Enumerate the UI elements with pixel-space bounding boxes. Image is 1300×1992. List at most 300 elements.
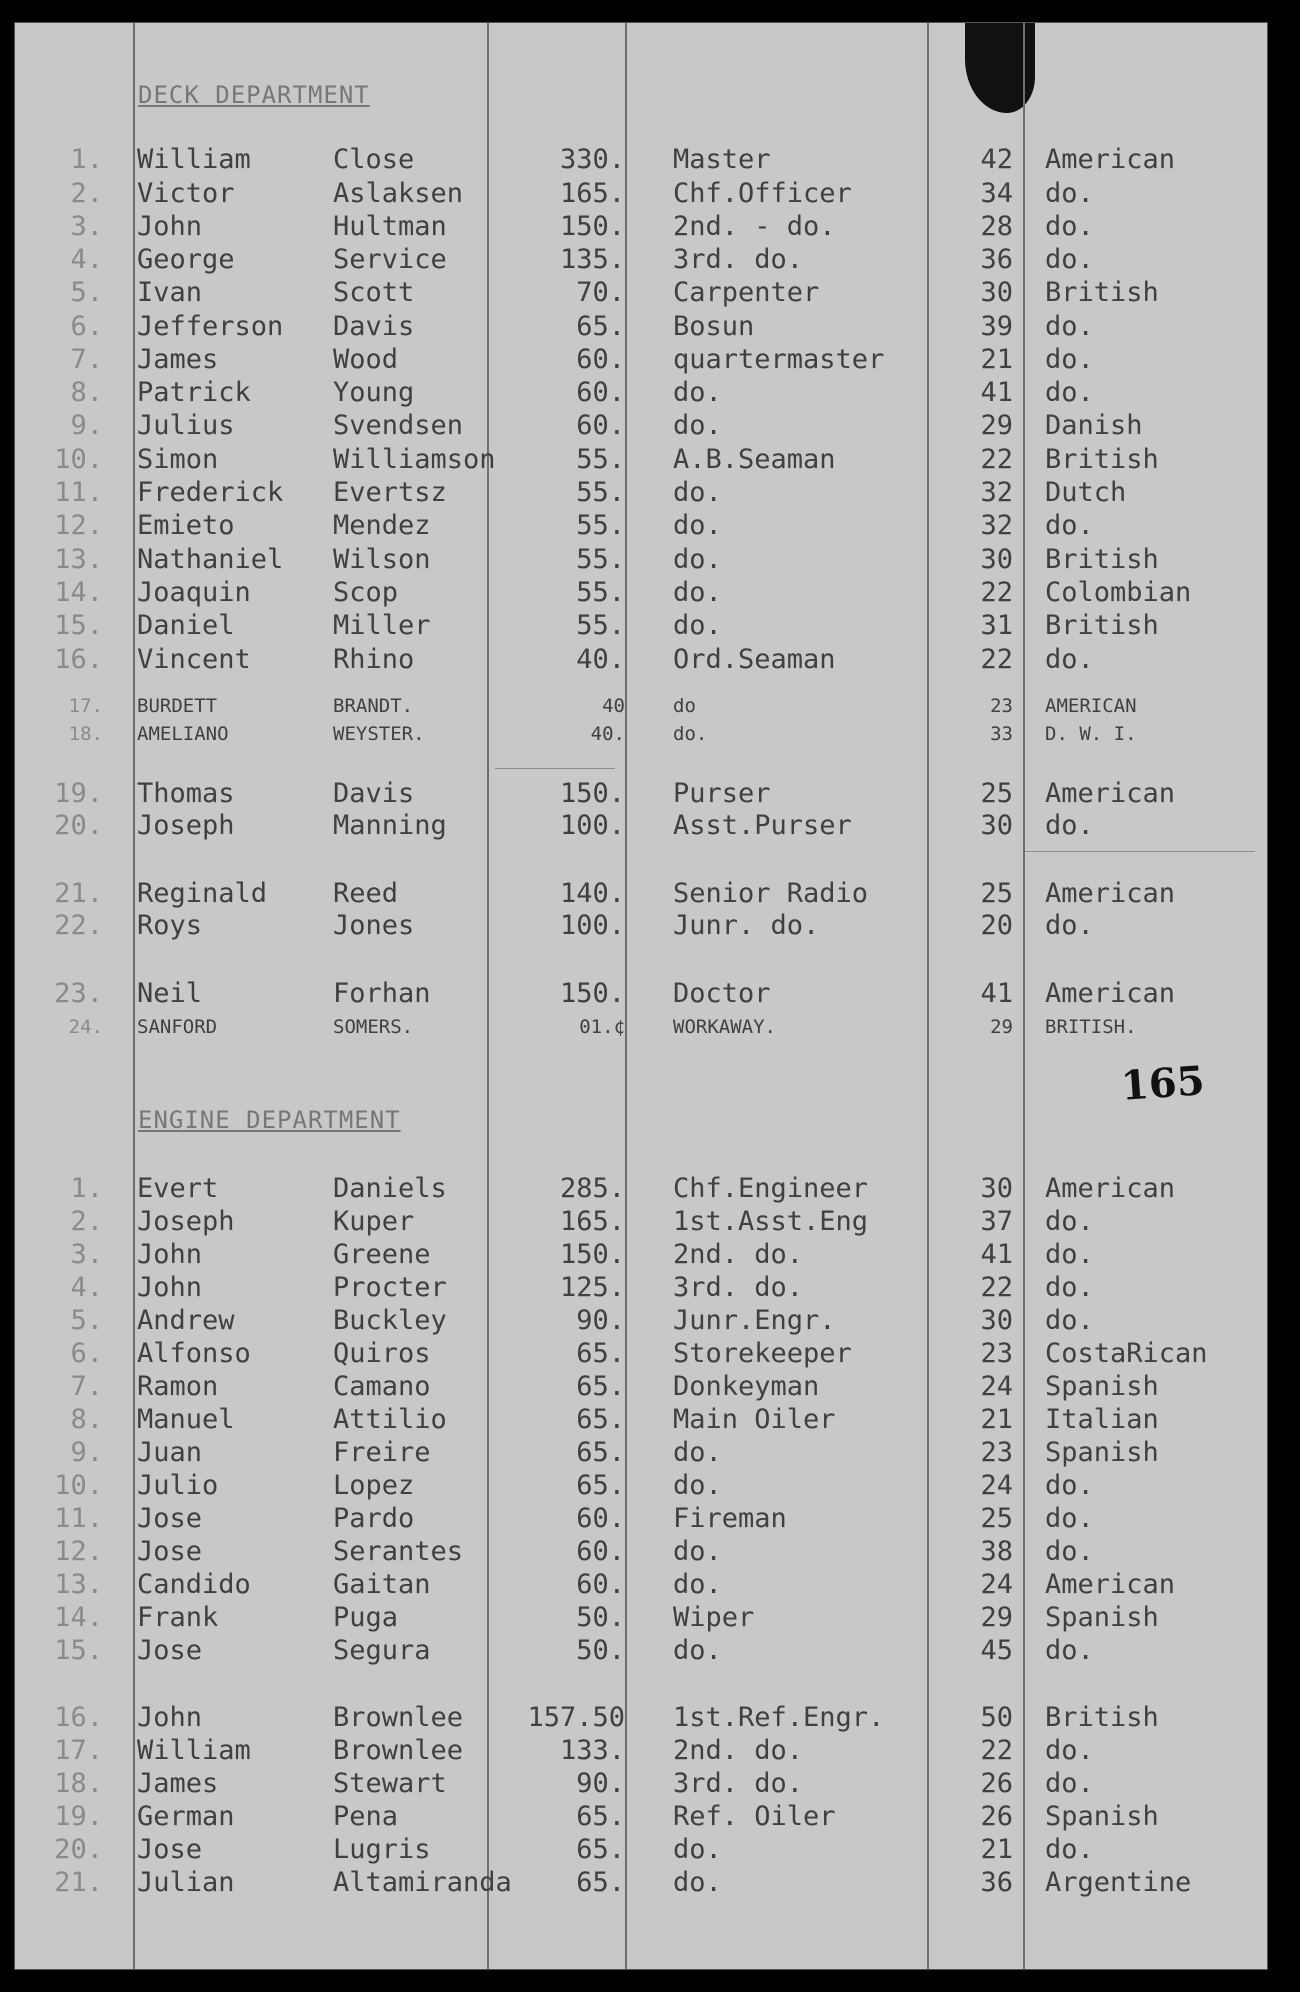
- rating: Master: [673, 144, 771, 175]
- wage: 55.: [576, 610, 625, 641]
- age: 30: [980, 810, 1013, 841]
- rating: 1st.Ref.Engr.: [673, 1702, 885, 1733]
- row-number: 6.: [70, 1338, 103, 1369]
- wage: 55.: [576, 577, 625, 608]
- first-name: James: [137, 344, 219, 375]
- row-number: 14.: [54, 1602, 103, 1633]
- crew-row: [15, 1602, 1267, 1634]
- rating: Purser: [673, 778, 771, 809]
- crew-row: [15, 1338, 1267, 1370]
- wage: 01.¢: [579, 1016, 625, 1038]
- nationality: American: [1045, 778, 1176, 809]
- nationality: British: [1045, 610, 1159, 641]
- page-number-stamp: 165: [1119, 1057, 1207, 1110]
- row-number: 4.: [70, 1272, 103, 1303]
- nationality: do.: [1045, 211, 1094, 242]
- nationality: do.: [1045, 1305, 1094, 1336]
- crew-row: [15, 810, 1267, 842]
- wage: 60.: [576, 1536, 625, 1567]
- age: 22: [980, 577, 1013, 608]
- age: 30: [980, 1173, 1013, 1204]
- crew-row: [15, 1569, 1267, 1601]
- first-name: Nathaniel: [137, 544, 284, 575]
- age: 29: [990, 1016, 1013, 1038]
- row-number: 8.: [70, 377, 103, 408]
- nationality: do.: [1045, 377, 1094, 408]
- last-name: Puga: [333, 1602, 399, 1633]
- nationality: do.: [1045, 311, 1094, 342]
- nationality: Danish: [1045, 410, 1143, 441]
- rating: Ref. Oiler: [673, 1801, 836, 1832]
- first-name: Juan: [137, 1437, 203, 1468]
- age: 30: [980, 544, 1013, 575]
- first-name: Alfonso: [137, 1338, 251, 1369]
- last-name: Jones: [333, 910, 415, 941]
- last-name: Segura: [333, 1635, 431, 1666]
- age: 37: [980, 1206, 1013, 1237]
- crew-row: [15, 1867, 1267, 1899]
- rating: do.: [673, 1834, 722, 1865]
- row-number: 5.: [70, 277, 103, 308]
- crew-row: [15, 1173, 1267, 1205]
- age: 22: [980, 644, 1013, 675]
- nationality: do.: [1045, 644, 1094, 675]
- first-name: Frederick: [137, 477, 284, 508]
- rating: WORKAWAY.: [673, 1016, 776, 1038]
- nationality: D. W. I.: [1045, 723, 1137, 745]
- crew-row: [15, 778, 1267, 810]
- row-number: 10.: [54, 1470, 103, 1501]
- age: 23: [980, 1437, 1013, 1468]
- first-name: Ivan: [137, 277, 203, 308]
- last-name: Kuper: [333, 1206, 415, 1237]
- first-name: Vincent: [137, 644, 251, 675]
- nationality: do.: [1045, 1536, 1094, 1567]
- nationality: American: [1045, 1569, 1176, 1600]
- wage: 65.: [576, 1371, 625, 1402]
- wage: 60.: [576, 344, 625, 375]
- row-number: 11.: [54, 477, 103, 508]
- crew-row: [15, 277, 1267, 309]
- rating: do.: [673, 723, 708, 745]
- rating: 2nd. - do.: [673, 211, 836, 242]
- row-rule: [1025, 851, 1255, 852]
- last-name: Wood: [333, 344, 399, 375]
- first-name: William: [137, 144, 251, 175]
- first-name: John: [137, 1272, 203, 1303]
- row-number: 2.: [70, 1206, 103, 1237]
- crew-row: [15, 878, 1267, 910]
- crew-row: [15, 1635, 1267, 1667]
- first-name: John: [137, 211, 203, 242]
- rating: do.: [673, 1867, 722, 1898]
- wage: 150.: [559, 1239, 625, 1270]
- last-name: Williamson: [333, 444, 496, 475]
- crew-row: [15, 1437, 1267, 1469]
- first-name: William: [137, 1735, 251, 1766]
- wage: 285.: [559, 1173, 625, 1204]
- nationality: do.: [1045, 910, 1094, 941]
- first-name: Jose: [137, 1503, 203, 1534]
- nationality: American: [1045, 144, 1176, 175]
- row-number: 7.: [70, 1371, 103, 1402]
- nationality: do.: [1045, 1635, 1094, 1666]
- rating: do.: [673, 1536, 722, 1567]
- wage: 40.: [590, 723, 625, 745]
- nationality: American: [1045, 1173, 1176, 1204]
- nationality: do.: [1045, 1470, 1094, 1501]
- last-name: SOMERS.: [333, 1016, 414, 1038]
- wage: 65.: [576, 1338, 625, 1369]
- age: 24: [980, 1371, 1013, 1402]
- wage: 40: [602, 695, 625, 717]
- nationality: BRITISH.: [1045, 1016, 1137, 1038]
- wage: 125.: [559, 1272, 625, 1303]
- wage: 65.: [576, 1834, 625, 1865]
- last-name: Lopez: [333, 1470, 415, 1501]
- crew-row: [15, 644, 1267, 676]
- crew-row: [15, 1272, 1267, 1304]
- rating: Storekeeper: [673, 1338, 852, 1369]
- row-number: 15.: [54, 1635, 103, 1666]
- first-name: Frank: [137, 1602, 219, 1633]
- crew-row: [15, 978, 1267, 1010]
- crew-row: [15, 910, 1267, 942]
- last-name: Forhan: [333, 978, 431, 1009]
- rating: do.: [673, 1437, 722, 1468]
- row-number: 23.: [54, 978, 103, 1009]
- wage: 165.: [559, 178, 625, 209]
- first-name: Reginald: [137, 878, 268, 909]
- last-name: Quiros: [333, 1338, 431, 1369]
- crew-row: [15, 344, 1267, 376]
- nationality: Spanish: [1045, 1371, 1159, 1402]
- rating: Main Oiler: [673, 1404, 836, 1435]
- wage: 60.: [576, 1569, 625, 1600]
- nationality: Spanish: [1045, 1602, 1159, 1633]
- rating: quartermaster: [673, 344, 885, 375]
- crew-row: [15, 1305, 1267, 1337]
- wage: 65.: [576, 1867, 625, 1898]
- row-number: 18.: [68, 723, 103, 745]
- row-number: 12.: [54, 510, 103, 541]
- crew-row: [15, 211, 1267, 243]
- last-name: Close: [333, 144, 415, 175]
- age: 26: [980, 1768, 1013, 1799]
- nationality: do.: [1045, 510, 1094, 541]
- last-name: Brownlee: [333, 1702, 464, 1733]
- nationality: do.: [1045, 1503, 1094, 1534]
- last-name: Evertsz: [333, 477, 447, 508]
- row-rule: [495, 768, 615, 769]
- rating: Junr. do.: [673, 910, 820, 941]
- rating: 3rd. do.: [673, 244, 804, 275]
- crew-row: [15, 1536, 1267, 1568]
- first-name: Andrew: [137, 1305, 235, 1336]
- crew-row: [15, 1503, 1267, 1535]
- wage: 150.: [559, 978, 625, 1009]
- first-name: German: [137, 1801, 235, 1832]
- last-name: Wilson: [333, 544, 431, 575]
- wage: 150.: [559, 778, 625, 809]
- nationality: do.: [1045, 1768, 1094, 1799]
- age: 39: [980, 311, 1013, 342]
- wage: 165.: [559, 1206, 625, 1237]
- row-number: 8.: [70, 1404, 103, 1435]
- last-name: BRANDT.: [333, 695, 414, 717]
- rating: Asst.Purser: [673, 810, 852, 841]
- row-number: 4.: [70, 244, 103, 275]
- wage: 60.: [576, 1503, 625, 1534]
- wage: 50.: [576, 1635, 625, 1666]
- age: 30: [980, 1305, 1013, 1336]
- age: 21: [980, 1834, 1013, 1865]
- age: 41: [980, 377, 1013, 408]
- crew-row: [15, 377, 1267, 409]
- wage: 65.: [576, 311, 625, 342]
- first-name: Emieto: [137, 510, 235, 541]
- engine-department-heading: ENGINE DEPARTMENT: [138, 1106, 401, 1134]
- first-name: Daniel: [137, 610, 235, 641]
- last-name: Davis: [333, 778, 415, 809]
- first-name: Joseph: [137, 1206, 235, 1237]
- wage: 65.: [576, 1470, 625, 1501]
- rating: Chf.Engineer: [673, 1173, 869, 1204]
- rating: 3rd. do.: [673, 1768, 804, 1799]
- rating: do.: [673, 477, 722, 508]
- last-name: Davis: [333, 311, 415, 342]
- nationality: Dutch: [1045, 477, 1127, 508]
- wage: 60.: [576, 410, 625, 441]
- age: 30: [980, 277, 1013, 308]
- crew-row: [15, 477, 1267, 509]
- row-number: 9.: [70, 410, 103, 441]
- last-name: Pena: [333, 1801, 399, 1832]
- nationality: Argentine: [1045, 1867, 1192, 1898]
- crew-row: [15, 144, 1267, 176]
- row-number: 3.: [70, 211, 103, 242]
- crew-row: [15, 311, 1267, 343]
- row-number: 18.: [54, 1768, 103, 1799]
- nationality: do.: [1045, 1834, 1094, 1865]
- rating: Ord.Seaman: [673, 644, 836, 675]
- nationality: do.: [1045, 1206, 1094, 1237]
- nationality: British: [1045, 277, 1159, 308]
- nationality: American: [1045, 878, 1176, 909]
- last-name: Service: [333, 244, 447, 275]
- crew-row: [15, 1239, 1267, 1271]
- age: 36: [980, 244, 1013, 275]
- age: 36: [980, 1867, 1013, 1898]
- first-name: SANFORD: [137, 1016, 218, 1038]
- age: 38: [980, 1536, 1013, 1567]
- rating: Senior Radio: [673, 878, 869, 909]
- first-name: Simon: [137, 444, 219, 475]
- row-number: 11.: [54, 1503, 103, 1534]
- crew-row: [15, 1702, 1267, 1734]
- age: 23: [990, 695, 1013, 717]
- nationality: British: [1045, 544, 1159, 575]
- wage: 65.: [576, 1404, 625, 1435]
- wage: 150.: [559, 211, 625, 242]
- wage: 40.: [576, 644, 625, 675]
- wage: 50.: [576, 1602, 625, 1633]
- wage: 65.: [576, 1801, 625, 1832]
- last-name: Mendez: [333, 510, 431, 541]
- wage: 55.: [576, 477, 625, 508]
- nationality: do.: [1045, 1272, 1094, 1303]
- rating: Junr.Engr.: [673, 1305, 836, 1336]
- crew-row: [15, 1834, 1267, 1866]
- last-name: Miller: [333, 610, 431, 641]
- rating: do.: [673, 544, 722, 575]
- last-name: Procter: [333, 1272, 447, 1303]
- row-number: 5.: [70, 1305, 103, 1336]
- last-name: Scott: [333, 277, 415, 308]
- first-name: Roys: [137, 910, 203, 941]
- rating: Bosun: [673, 311, 755, 342]
- crew-row: [15, 610, 1267, 642]
- nationality: do.: [1045, 810, 1094, 841]
- wage: 100.: [559, 810, 625, 841]
- last-name: Young: [333, 377, 415, 408]
- crew-list-sheet: [14, 22, 1268, 1970]
- age: 22: [980, 1735, 1013, 1766]
- crew-row: [15, 1735, 1267, 1767]
- crew-row: [15, 1768, 1267, 1800]
- nationality: British: [1045, 1702, 1159, 1733]
- crew-row: [15, 178, 1267, 210]
- crew-row: [15, 244, 1267, 276]
- wage: 157.50: [527, 1702, 625, 1733]
- row-number: 16.: [54, 644, 103, 675]
- crew-row: [15, 1801, 1267, 1833]
- crew-row: [15, 723, 1267, 755]
- last-name: Scop: [333, 577, 399, 608]
- wage: 55.: [576, 510, 625, 541]
- wage: 65.: [576, 1437, 625, 1468]
- rating: do.: [673, 1569, 722, 1600]
- age: 32: [980, 510, 1013, 541]
- wage: 55.: [576, 544, 625, 575]
- row-number: 9.: [70, 1437, 103, 1468]
- first-name: George: [137, 244, 235, 275]
- last-name: Altamiranda: [333, 1867, 512, 1898]
- row-number: 14.: [54, 577, 103, 608]
- age: 45: [980, 1635, 1013, 1666]
- row-number: 19.: [54, 1801, 103, 1832]
- rating: Donkeyman: [673, 1371, 820, 1402]
- rating: do.: [673, 1470, 722, 1501]
- row-number: 20.: [54, 1834, 103, 1865]
- first-name: John: [137, 1239, 203, 1270]
- row-number: 21.: [54, 878, 103, 909]
- wage: 90.: [576, 1305, 625, 1336]
- row-number: 21.: [54, 1867, 103, 1898]
- age: 24: [980, 1470, 1013, 1501]
- last-name: Greene: [333, 1239, 431, 1270]
- first-name: AMELIANO: [137, 723, 229, 745]
- nationality: do.: [1045, 344, 1094, 375]
- last-name: Buckley: [333, 1305, 447, 1336]
- rating: do.: [673, 1635, 722, 1666]
- rating: 2nd. do.: [673, 1239, 804, 1270]
- first-name: Victor: [137, 178, 235, 209]
- wage: 135.: [559, 244, 625, 275]
- age: 22: [980, 444, 1013, 475]
- age: 42: [980, 144, 1013, 175]
- first-name: Joaquin: [137, 577, 251, 608]
- first-name: Neil: [137, 978, 203, 1009]
- first-name: Candido: [137, 1569, 251, 1600]
- age: 41: [980, 1239, 1013, 1270]
- age: 28: [980, 211, 1013, 242]
- age: 29: [980, 410, 1013, 441]
- last-name: Manning: [333, 810, 447, 841]
- rating: A.B.Seaman: [673, 444, 836, 475]
- age: 25: [980, 778, 1013, 809]
- row-number: 2.: [70, 178, 103, 209]
- nationality: American: [1045, 978, 1176, 1009]
- row-number: 13.: [54, 544, 103, 575]
- nationality: Colombian: [1045, 577, 1192, 608]
- wage: 90.: [576, 1768, 625, 1799]
- first-name: BURDETT: [137, 695, 218, 717]
- rating: do.: [673, 510, 722, 541]
- age: 34: [980, 178, 1013, 209]
- row-number: 20.: [54, 810, 103, 841]
- row-number: 19.: [54, 778, 103, 809]
- crew-row: [15, 1371, 1267, 1403]
- first-name: Thomas: [137, 778, 235, 809]
- row-number: 12.: [54, 1536, 103, 1567]
- rating: Carpenter: [673, 277, 820, 308]
- nationality: British: [1045, 444, 1159, 475]
- rating: do.: [673, 610, 722, 641]
- last-name: Lugris: [333, 1834, 431, 1865]
- age: 21: [980, 344, 1013, 375]
- nationality: do.: [1045, 1239, 1094, 1270]
- nationality: do.: [1045, 178, 1094, 209]
- row-number: 24.: [68, 1016, 103, 1038]
- nationality: AMERICAN: [1045, 695, 1137, 717]
- age: 29: [980, 1602, 1013, 1633]
- rating: Fireman: [673, 1503, 787, 1534]
- age: 22: [980, 1272, 1013, 1303]
- last-name: Hultman: [333, 211, 447, 242]
- age: 33: [990, 723, 1013, 745]
- wage: 330.: [559, 144, 625, 175]
- row-number: 17.: [68, 695, 103, 717]
- first-name: John: [137, 1702, 203, 1733]
- nationality: do.: [1045, 244, 1094, 275]
- age: 50: [980, 1702, 1013, 1733]
- last-name: Reed: [333, 878, 399, 909]
- rating: 2nd. do.: [673, 1735, 804, 1766]
- row-number: 22.: [54, 910, 103, 941]
- nationality: do.: [1045, 1735, 1094, 1766]
- last-name: Aslaksen: [333, 178, 464, 209]
- crew-row: [15, 444, 1267, 476]
- first-name: Jose: [137, 1536, 203, 1567]
- first-name: James: [137, 1768, 219, 1799]
- last-name: Pardo: [333, 1503, 415, 1534]
- last-name: Stewart: [333, 1768, 447, 1799]
- rating: 3rd. do.: [673, 1272, 804, 1303]
- deck-department-heading: DECK DEPARTMENT: [138, 81, 370, 109]
- age: 24: [980, 1569, 1013, 1600]
- row-number: 1.: [70, 1173, 103, 1204]
